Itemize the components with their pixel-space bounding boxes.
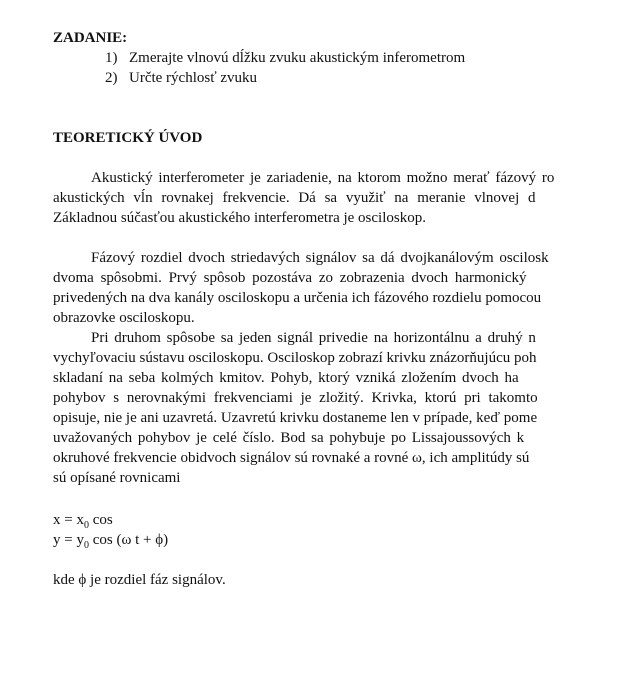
equation-x-subscript: 0: [83, 520, 89, 531]
closing-sentence: kde ϕ je rozdiel fáz signálov.: [53, 572, 226, 588]
p2-line-4: obrazovke osciloskopu.: [53, 310, 195, 326]
task-item-1-text: Zmerajte vlnovú dĺžku zvuku akustickým inferometrom: [129, 50, 466, 66]
p3-line-7: okruhové frekvencie obidvoch signálov sú rovnaké a rovné ω, ich amplitúdy sú: [53, 450, 530, 466]
p1-line-2: akustických vĺn rovnakej frekvencie. Dá sa využiť na meranie vlnovej d: [53, 190, 536, 206]
equation-x-rhs: cos: [88, 512, 113, 528]
p3-line-4: pohybov s nerovnakými frekvenciami je zložitý. Krivka, ktorú pri takomto: [53, 390, 538, 406]
p3-line-6: uvažovaných pohybov je celé číslo. Bod sa pohybuje po Lissajoussových k: [53, 430, 525, 446]
p3-line-3: skladaní na seba kolmých kmitov. Pohyb, ktorý vzniká zložením dvoch ha: [53, 370, 519, 386]
p2-line-3: privedených na dva kanály osciloskopu a určenia ich fázového rozdielu pomocou: [53, 290, 542, 306]
task-item-2-number: 2): [105, 70, 118, 86]
theory-heading: TEORETICKÝ ÚVOD: [53, 130, 203, 146]
equation-y-rhs: cos (ω t + ϕ): [88, 532, 169, 548]
equation-y-lhs: y = y: [53, 532, 84, 548]
task-item-1-number: 1): [105, 50, 118, 66]
p2-line-1: Fázový rozdiel dvoch striedavých signálov sa dá dvojkanálovým oscilosk: [91, 250, 549, 266]
p1-line-3: Základnou súčasťou akustického interferometra je osciloskop.: [53, 210, 426, 226]
p3-line-2: vychyľovaciu sústavu osciloskopu. Osciloskop zobrazí krivku znázorňujúcu poh: [53, 350, 537, 366]
equation-x-lhs: x = x: [53, 512, 84, 528]
p1-line-1: Akustický interferometer je zariadenie, na ktorom možno merať fázový ro: [91, 170, 555, 186]
task-heading: ZADANIE:: [53, 30, 128, 46]
task-item-2-text: Určte rýchlosť zvuku: [129, 70, 258, 86]
p3-line-5: opisuje, nie je ani uzavretá. Uzavretú krivku dostaneme len v prípade, keď pome: [53, 410, 538, 426]
p2-line-2: dvoma spôsobmi. Prvý spôsob pozostáva zo zobrazenia dvoch harmonický: [53, 270, 527, 286]
p3-line-8: sú opísané rovnicami: [53, 470, 181, 486]
p3-line-1: Pri druhom spôsobe sa jeden signál privedie na horizontálnu a druhý n: [91, 330, 536, 346]
equation-y: [53, 530, 168, 550]
equation-y-subscript: 0: [83, 540, 89, 551]
equation-x: [53, 510, 113, 530]
